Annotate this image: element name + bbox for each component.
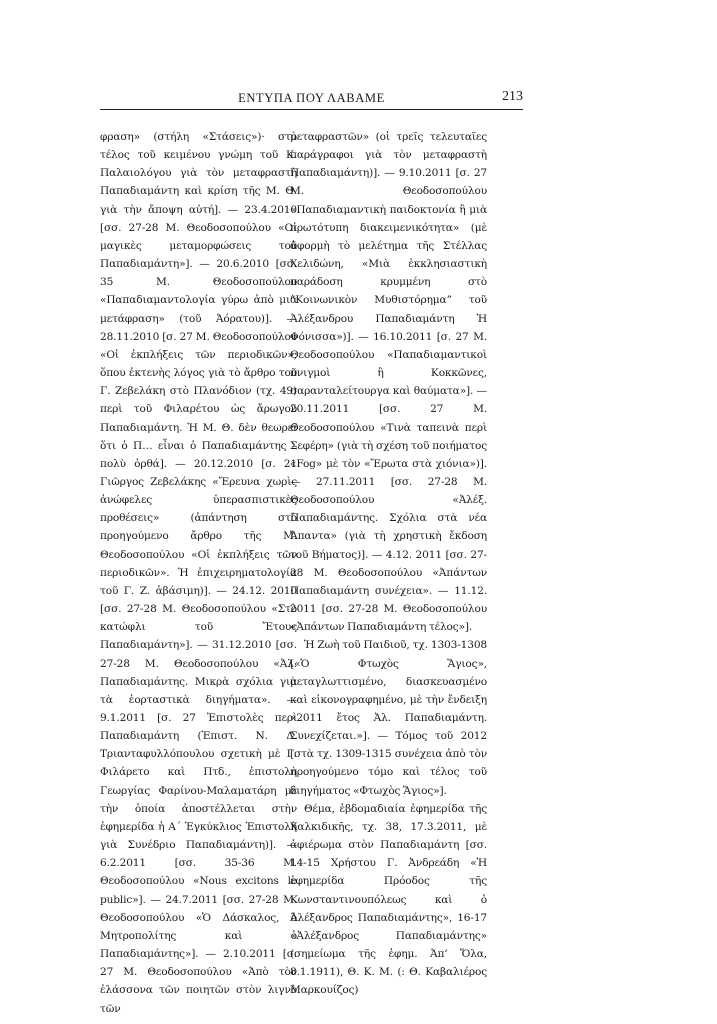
left-column-paragraph: φραση» (στήλη «Στάσεις»)· στὸ τέλος τοῦ κειμένου γνώμη τοῦ Κ. Παλαιολόγου γιὰ τὸν μεταφραστὴ Παπαδιαμάντη καὶ κρίση τῆς Μ. Θ. γιὰ τὴν ἄποψη αὐτή]. — 23.4.2010 [σσ. 27-28 Μ. Θεοδοσοπούλου «Οἱ μαγικὲς μεταμορφώσεις τοῦ Παπαδιαμάντη»]. — 20.6.2010 [σσ. 35 Μ. Θεοδοσοπούλου «Παπαδιαμαντολογία γύρω ἀπὸ μιὰ μετάφραση» (τοῦ Ἀόρατου)]. — 28.11.2010 [σ. 27 Μ. Θεοδοσοπούλου «Οἱ ἐκπλήξεις τῶν περιοδικῶν», ὅπου ἐκτενὴς λόγος γιὰ τὸ ἄρθρο τοῦ Γ. Ζεβελάκη στὸ Πλανόδιον (τχ. 49) περὶ τοῦ Φιλαρέτου ὡς ἄρωγοῦ Παπαδιαμάντη. Ἡ Μ. Θ. δὲν θεωρεῖ ὅτι ὁ Π… εἶναι ὁ Παπαδιαμάντης – πολὺ ὀρθά]. — 20.12.2010 [σ. 21 Γιῶργος Ζεβελάκης «Ἔρευνα χωρὶς ἀνώφελες ὑπερασπιστικὲς προθέσεις» (ἀπάντηση στὸ προηγούμενο ἄρθρο τῆς Μ. Θεοδοσοπούλου «Οἱ ἐκπλήξεις τῶν περιοδικῶν». Ἡ ἐπιχειρηματολογία τοῦ Γ. Ζ. ἀβάσιμη)]. — 24.12. 2010 [σσ. 27-28 Μ. Θεοδοσοπούλου «Στὸ κατώφλι τοῦ Ἔτους Παπαδιαμάντη»]. — 31.12.2010 [σσ. 27-28 Μ. Θεοδοσοπούλου «Ἀλ. Παπαδιαμάντης. Μικρὰ σχόλια γιὰ τὰ ἑορταστικὰ διηγήματα». — 9.1.2011 [σ. 27 Ἐπιστολὲς περὶ Παπαδιαμάντη (Ἐπιστ. Ν. Δ. Τριανταφυλλόπουλου σχετικὴ μὲ Γ. Φιλάρετο καὶ Πτδ., ἐπιστολὴ Γεωργίας Φαρίνου-Μαλαματάρη μὲ τὴν ὁποία ἀποστέλλεται στὴν ἐφημερίδα ἡ Α΄ Ἐγκύκλιος Ἐπιστολὴ γιὰ Συνέδριο Παπαδιαμάντη)]. — 6.2.2011 [σσ. 35-36 Μ. Θεοδοσοπούλου «Nous excitons le public»]. — 24.7.2011 [σσ. 27-28 Μ. Θεοδοσοπούλου «Ὁ Δάσκαλος, ὁ Μητροπολίτης καὶ ὁ Παπαδιαμάντης»]. — 2.10.2011 [σ. 27 Μ. Θεοδοσοπούλου «Ἀπὸ τὸν ἐλάσσονα τῶν ποιητῶν στὸν λιγνὸ τῶν [100,131,297,1015]
running-head: ΕΝΤΥΠΑ ΠΟΥ ΛΑΒΑΜΕ [238,91,385,105]
right-column-paragraph-3: Θέμα, ἑβδομαδιαία ἐφημερίδα τῆς Χαλκιδικῆς, τχ. 38, 17.3.2011, μὲ ἀφιέρωμα στὸν Παπαδιαμάντη [σσ. 14-15 Χρήστου Γ. Ἀνδρεάδη «Ἡ ἐφημερίδα Πρόοδος τῆς Κωνσταντινουπόλεως καὶ ὁ Ἀλέξανδρος Παπαδιαμάντης», 16-17 «Ἀλέξανδρος Παπαδιαμάντης» (σημείωμα τῆς ἐφημ. Ἀπ’ Ὅλα, 8.1.1911), Θ. Κ. Μ. (: Θ. Καβαλιέρος Μαρκουίζος) [290,802,487,997]
right-column-paragraph-1: μεταφραστῶν» (οἱ τρεῖς τελευταῖες παράγραφοι γιὰ τὸν μεταφραστὴ Παπαδιαμάντη)]. — 9.10.2011 [σ. 27 Μ. Θεοδοσοπούλου «Παπαδιαμαντικὴ παιδοκτονία ἢ μιὰ πρωτότυπη διακειμενικότητα» (μὲ ἀφορμὴ τὸ μελέτημα τῆς Στέλλας Χελιδώνη, «Μιὰ ἐκκλησιαστικὴ παράδοση κρυμμένη στὸ “Κοινωνικὸν Μυθιστόρημα” τοῦ Ἀλέξανδρου Παπαδιαμάντη Ἡ Φόνισσα»)]. — 16.10.2011 [σ. 27 Μ. Θεοδοσοπούλου «Παπαδιαμαντικοὶ πνιγμοὶ ἢ Κοκκῶνες, σαρανταλείτουργα καὶ θαύματα»]. — 20.11.2011 [σσ. 27 Μ. Θεοδοσοπούλου «Τινὰ ταπεινὰ περὶ Σεφέρη» (γιὰ τὴ σχέση τοῦ ποιήματος «Fog» μὲ τὸν «Ἔρωτα στὰ χιόνια»)]. — 27.11.2011 [σσ. 27-28 Μ. Θεοδοσοπούλου «Ἀλέξ. Παπαδιαμάντης. Σχόλια στὰ νέα Ἄπαντα» (γιὰ τὴ χρηστικὴ ἔκδοση τοῦ Βήματος)]. — 4.12. 2011 [σσ. 27-28 Μ. Θεοδοσοπούλου «Ἀπάντων Παπαδιαμάντη συνέχεια». — 11.12. 2011 [σσ. 27-28 Μ. Θεοδοσοπούλου «Ἀπάντων Παπαδιαμάντη τέλος»]. [290,131,487,634]
right-column [290,128,487,1000]
page-number: 213 [502,89,523,104]
left-column [100,128,297,1018]
page-header [100,91,523,110]
right-column-paragraph-2: Ἡ Ζωὴ τοῦ Παιδιοῦ, τχ. 1303-1308 [«Ὁ Φτωχὸς Ἅγιος», μεταγλωττισμένο, διασκευασμένο καὶ εἰκονογραφημένο, μὲ τὴν ἔνδειξη «2011 ἔτος Ἀλ. Παπαδιαμάντη. Συνεχίζεται.»]. — Τόμος τοῦ 2012 [στὰ τχ. 1309-1315 συνέχεια ἀπὸ τὸν προηγούμενο τόμο καὶ τέλος τοῦ διηγήματος «Φτωχὸς Ἅγιος»]. [290,639,487,797]
